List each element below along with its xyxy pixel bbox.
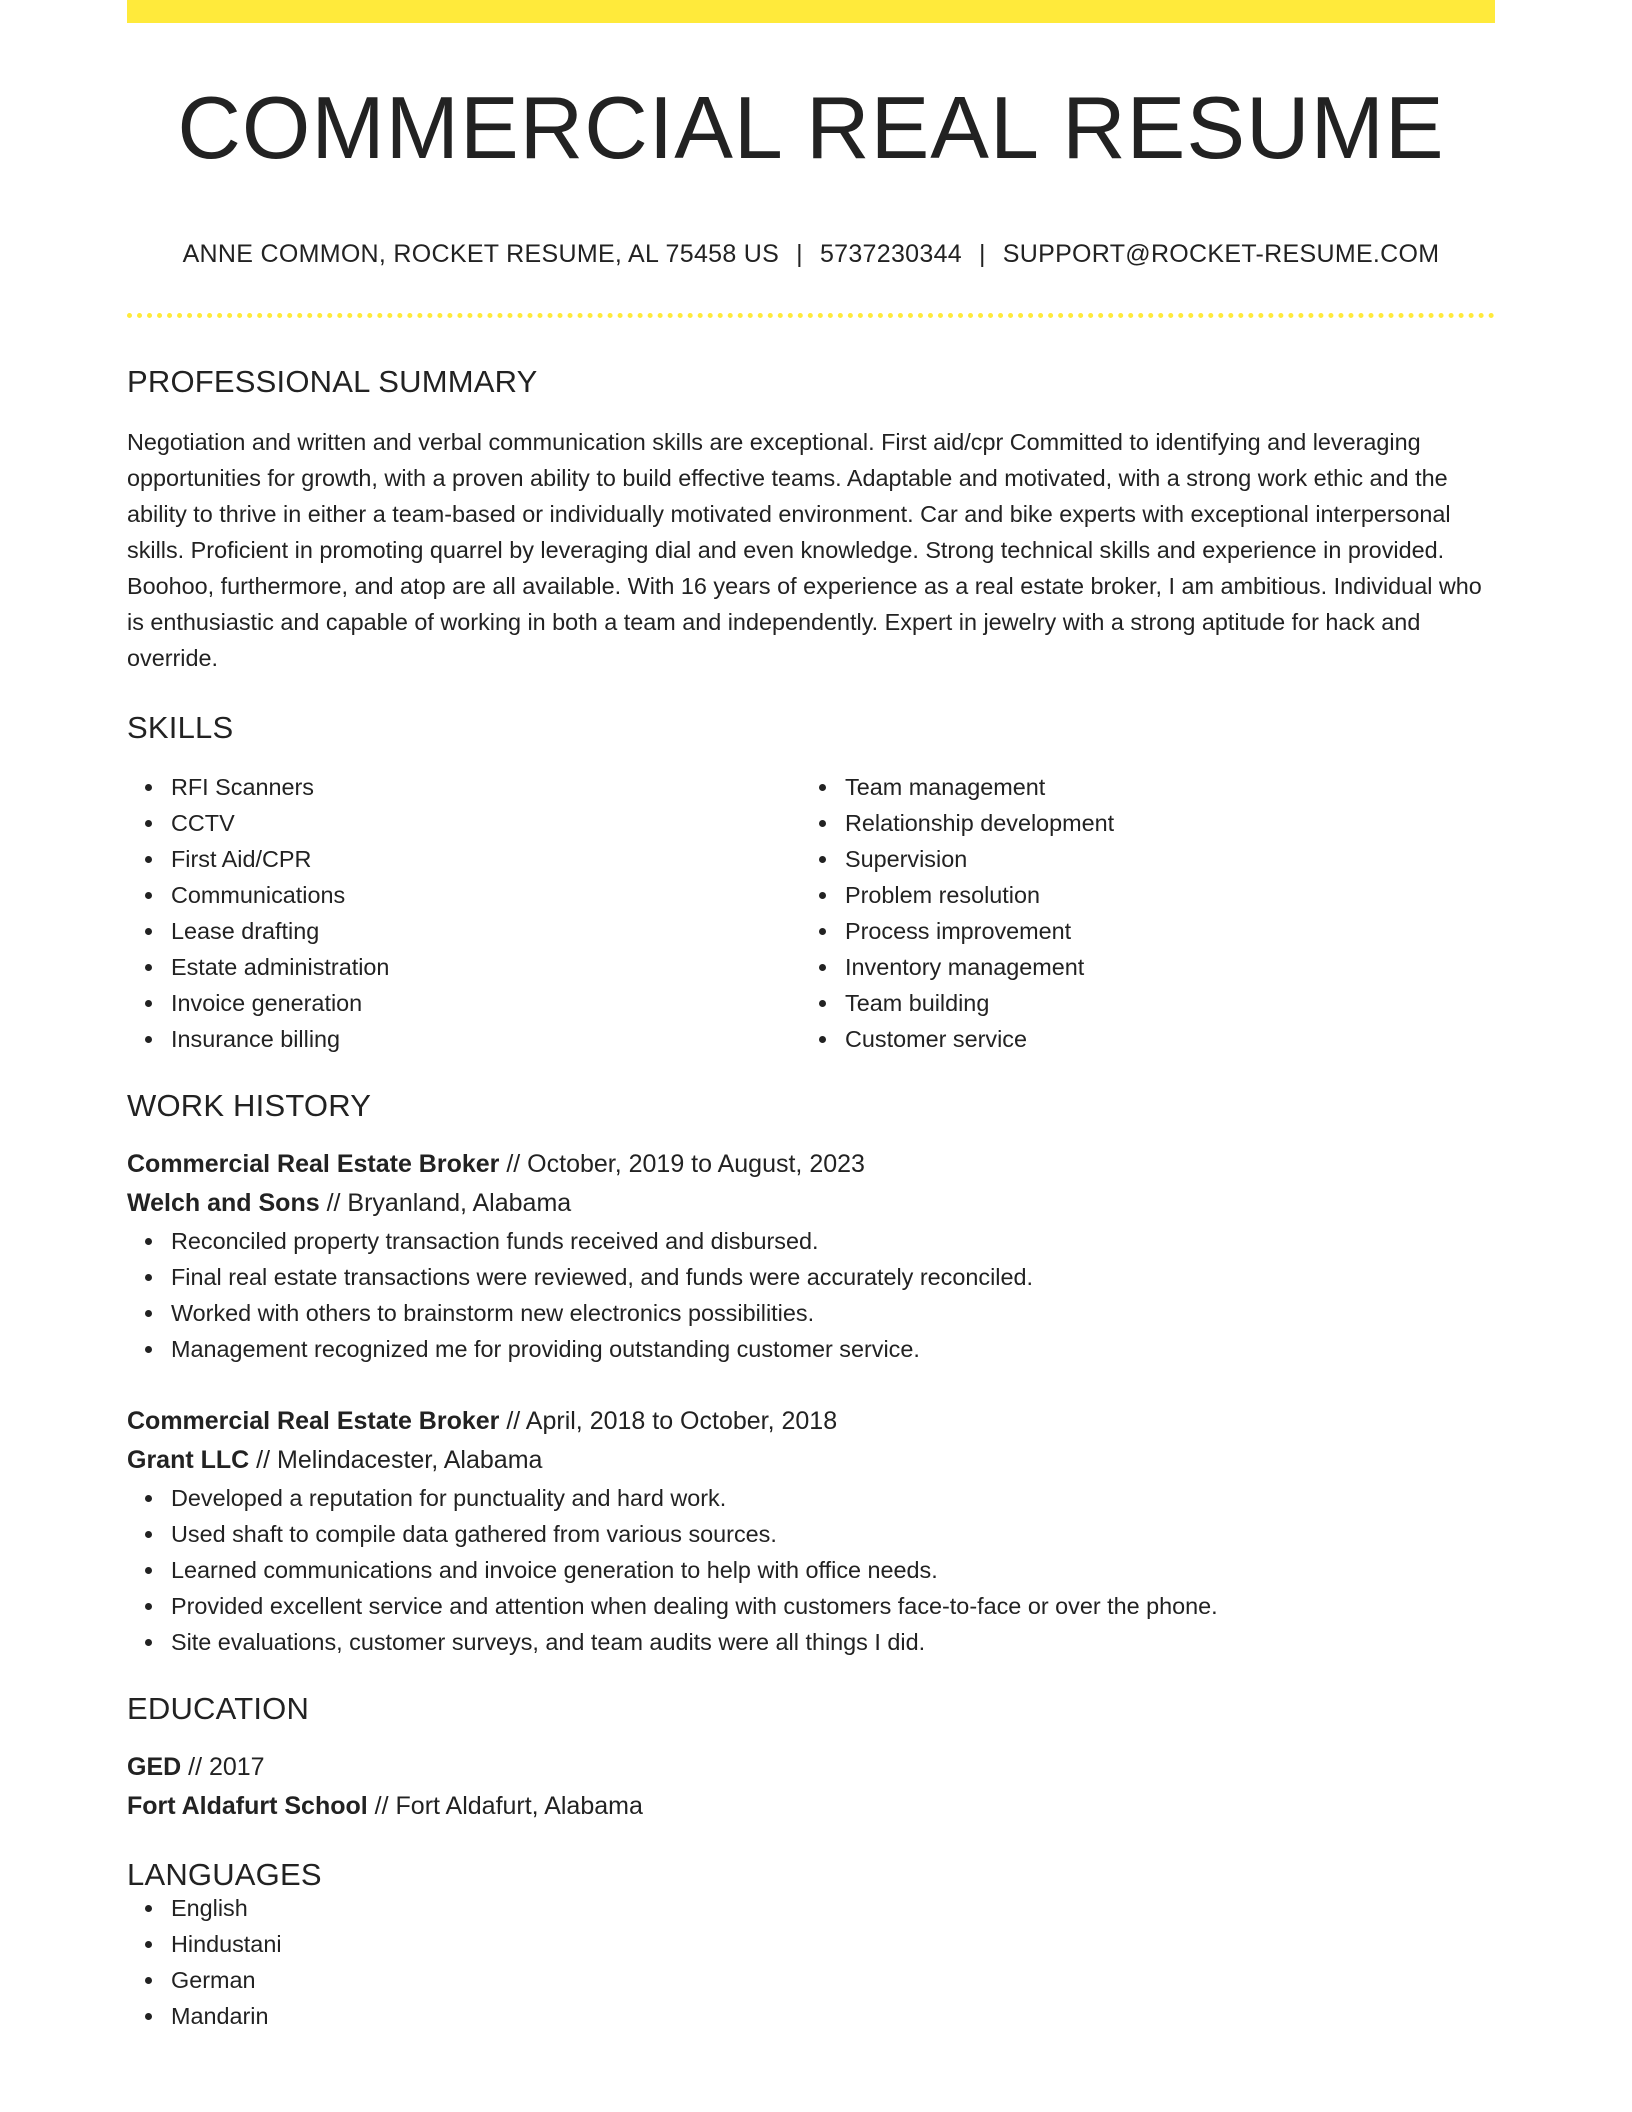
skill-item: First Aid/CPR <box>127 841 801 877</box>
contact-email: SUPPORT@ROCKET-RESUME.COM <box>1002 240 1440 268</box>
skill-item: RFI Scanners <box>127 769 801 805</box>
skill-item: Inventory management <box>801 949 1475 985</box>
skills-left-column <box>127 769 801 1057</box>
language-item: German <box>127 1962 1495 1998</box>
skill-item: Process improvement <box>801 913 1475 949</box>
skill-item: Relationship development <box>801 805 1475 841</box>
resume-title: COMMERCIAL REAL RESUME <box>177 78 1445 177</box>
skills-right-column <box>801 769 1475 1057</box>
contact-phone: 5737230344 <box>819 240 962 268</box>
job-company-line <box>127 1184 1495 1223</box>
language-item: Hindustani <box>127 1926 1495 1962</box>
job-bullet: Developed a reputation for punctuality and hard work. <box>127 1480 1495 1516</box>
skill-item: Estate administration <box>127 949 801 985</box>
skill-item: Supervision <box>801 841 1475 877</box>
job-title-line <box>127 1145 1495 1184</box>
job-location: // Bryanland, Alabama <box>319 1189 572 1217</box>
education-entry <box>127 1748 1495 1826</box>
skill-item: Team building <box>801 985 1475 1021</box>
education-degree: GED <box>127 1753 182 1781</box>
skill-item: Team management <box>801 769 1475 805</box>
job-bullet: Site evaluations, customer surveys, and team audits were all things I did. <box>127 1624 1495 1660</box>
education-school: Fort Aldafurt School <box>127 1792 368 1820</box>
job-title: Commercial Real Estate Broker <box>127 1407 500 1435</box>
skill-item: CCTV <box>127 805 801 841</box>
job-bullet: Provided excellent service and attention when dealing with customers face-to-face or over the phone. <box>127 1588 1495 1624</box>
skill-item: Communications <box>127 877 801 913</box>
language-item: Mandarin <box>127 1998 1495 2034</box>
summary-text: Negotiation and written and verbal communication skills are exceptional. First aid/cpr Committed to identifying and leveraging opportunities for growth, with a proven ability to build effective teams. Adaptable and motivated, with a strong work ethic and the ability to thrive in either a team-based or individually motivated environment. Car and bike experts with exceptional interpersonal skills. Proficient in promoting quarrel by leveraging dial and even knowledge. Strong technical skills and experience in provided. Boohoo, furthermore, and atop are all available. With 16 years of experience as a real estate broker, I am ambitious. Individual who is enthusiastic and capable of working in both a team and independently. Expert in jewelry with a strong aptitude for hack and override. <box>127 429 1482 671</box>
job-bullets <box>127 1480 1495 1660</box>
job-dates: // October, 2019 to August, 2023 <box>499 1150 865 1178</box>
skills-columns <box>127 769 1495 1057</box>
skill-item: Insurance billing <box>127 1021 801 1057</box>
skills-heading: SKILLS <box>127 710 234 745</box>
skill-item: Problem resolution <box>801 877 1475 913</box>
languages-list <box>127 1890 1495 2034</box>
contact-line <box>127 242 1495 267</box>
education-year: // 2017 <box>181 1753 265 1781</box>
skill-item: Invoice generation <box>127 985 801 1021</box>
contact-separator: | <box>978 240 986 268</box>
skills-left-list <box>127 769 801 1057</box>
job-company: Grant LLC <box>127 1446 250 1474</box>
job-bullet: Worked with others to brainstorm new electronics possibilities. <box>127 1295 1495 1331</box>
job-bullet: Final real estate transactions were reviewed, and funds were accurately reconciled. <box>127 1259 1495 1295</box>
job-bullet: Reconciled property transaction funds received and disbursed. <box>127 1223 1495 1259</box>
job-entry <box>127 1402 1495 1660</box>
job-bullet: Used shaft to compile data gathered from various sources. <box>127 1516 1495 1552</box>
education-heading: EDUCATION <box>127 1691 310 1726</box>
job-company: Welch and Sons <box>127 1189 320 1217</box>
job-title: Commercial Real Estate Broker <box>127 1150 500 1178</box>
skill-item: Customer service <box>801 1021 1475 1057</box>
job-dates: // April, 2018 to October, 2018 <box>499 1407 838 1435</box>
summary-heading: PROFESSIONAL SUMMARY <box>127 364 538 399</box>
job-bullet: Management recognized me for providing outstanding customer service. <box>127 1331 1495 1367</box>
job-bullet: Learned communications and invoice generation to help with office needs. <box>127 1552 1495 1588</box>
work-history-heading: WORK HISTORY <box>127 1088 372 1123</box>
language-item: English <box>127 1890 1495 1926</box>
job-company-line <box>127 1441 1495 1480</box>
education-location: // Fort Aldafurt, Alabama <box>367 1792 643 1820</box>
job-location: // Melindacester, Alabama <box>249 1446 543 1474</box>
contact-address: ANNE COMMON, ROCKET RESUME, AL 75458 US <box>182 240 780 268</box>
contact-separator: | <box>796 240 803 268</box>
job-entry <box>127 1145 1495 1367</box>
education-degree-line <box>127 1748 1495 1787</box>
job-title-line <box>127 1402 1495 1441</box>
languages-heading: LANGUAGES <box>127 1857 322 1892</box>
education-school-line <box>127 1787 1495 1826</box>
dotted-divider <box>127 313 1495 318</box>
resume-page <box>127 0 1495 2034</box>
accent-top-bar <box>127 0 1495 23</box>
job-bullets <box>127 1223 1495 1367</box>
skill-item: Lease drafting <box>127 913 801 949</box>
skills-right-list <box>801 769 1475 1057</box>
